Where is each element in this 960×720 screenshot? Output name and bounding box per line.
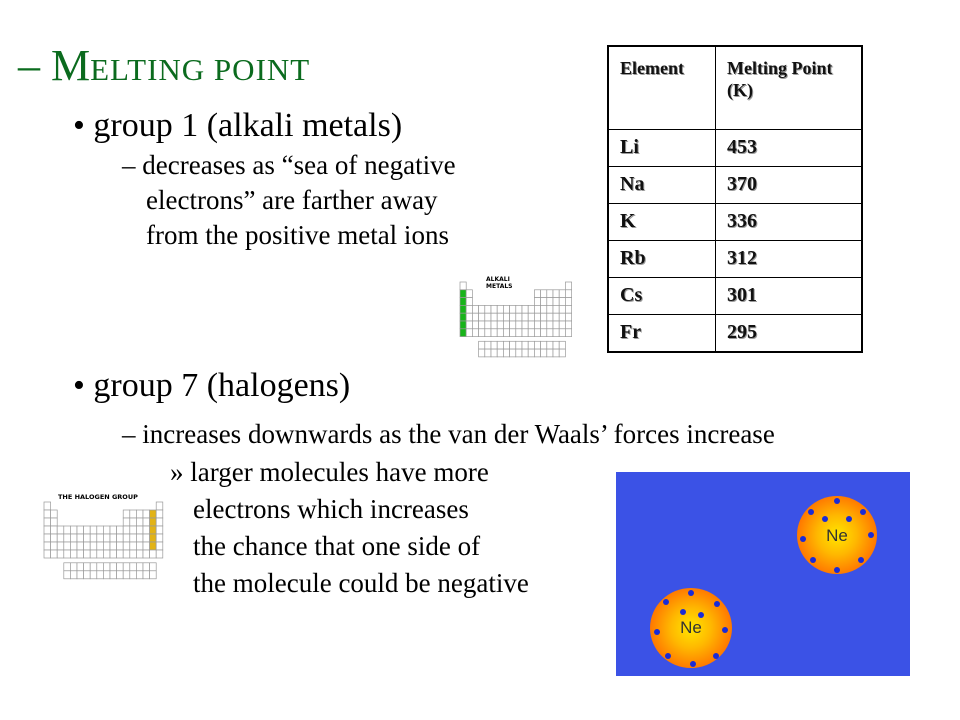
cell-element: Na	[608, 167, 716, 204]
alkali-metals-periodic-table-image	[455, 270, 577, 360]
halogen-group-periodic-table-image	[40, 488, 170, 584]
table-row	[608, 241, 862, 278]
electron-dot	[665, 653, 671, 659]
cell-element: K	[608, 204, 716, 241]
title-dash: –	[18, 41, 40, 90]
cell-melting-point: 312	[716, 241, 863, 278]
electron-dot	[810, 557, 816, 563]
group7-heading: • group 7 (halogens)	[73, 367, 351, 404]
svg-text:THE HALOGEN GROUP: THE HALOGEN GROUP	[58, 493, 138, 501]
cell-element: Li	[608, 130, 716, 167]
electron-dot	[698, 612, 704, 618]
electron-dot	[834, 498, 840, 504]
neon-atoms-diagram	[616, 472, 910, 676]
table-row	[608, 278, 862, 315]
neon-atom-polarized-bottom	[650, 588, 732, 668]
electron-dot	[680, 609, 686, 615]
electron-dot	[688, 590, 694, 596]
slide-title	[18, 40, 310, 96]
electron-dot	[713, 653, 719, 659]
electron-dot	[663, 599, 669, 605]
cell-melting-point: 453	[716, 130, 863, 167]
table-row	[608, 315, 862, 353]
cell-melting-point: 295	[716, 315, 863, 353]
header-element: Element	[608, 46, 716, 130]
electron-dot	[846, 516, 852, 522]
table-row	[608, 167, 862, 204]
svg-text:METALS: METALS	[486, 283, 513, 290]
group7-sub-4: the molecule could be negative	[193, 568, 529, 598]
table-row	[608, 204, 862, 241]
atom-label: Ne	[680, 618, 702, 637]
electron-dot	[860, 509, 866, 515]
group7-sub-2: electrons which increases	[193, 494, 469, 524]
table-header-row	[608, 46, 862, 130]
cell-melting-point: 301	[716, 278, 863, 315]
group1-line-1: – decreases as “sea of negative	[122, 150, 456, 180]
cell-melting-point: 336	[716, 204, 863, 241]
group7-line: – increases downwards as the van der Waals’ forces increase	[122, 419, 775, 449]
neon-atom-polarized-top	[797, 496, 877, 574]
electron-dot	[690, 661, 696, 667]
cell-element: Fr	[608, 315, 716, 353]
cell-element: Cs	[608, 278, 716, 315]
melting-point-table	[607, 45, 863, 353]
electron-dot	[858, 557, 864, 563]
electron-dot	[714, 601, 720, 607]
electron-dot	[822, 516, 828, 522]
group1-line-3: from the positive metal ions	[146, 220, 449, 250]
electron-dot	[868, 532, 874, 538]
svg-text:ALKALI: ALKALI	[486, 276, 510, 283]
group7-sub-1: » larger molecules have more	[170, 457, 489, 487]
electron-dot	[654, 629, 660, 635]
title-rest: ELTING POINT	[90, 52, 311, 87]
group7-sub-3: the chance that one side of	[193, 531, 481, 561]
group1-heading: • group 1 (alkali metals)	[73, 107, 403, 144]
table-row	[608, 130, 862, 167]
cell-element: Rb	[608, 241, 716, 278]
group1-line-2: electrons” are farther away	[146, 185, 438, 215]
electron-dot	[808, 509, 814, 515]
cell-melting-point: 370	[716, 167, 863, 204]
electron-dot	[834, 567, 840, 573]
header-melting-point: Melting Point (K)	[716, 46, 863, 130]
atom-label: Ne	[826, 526, 848, 545]
title-first-letter: M	[51, 41, 91, 90]
